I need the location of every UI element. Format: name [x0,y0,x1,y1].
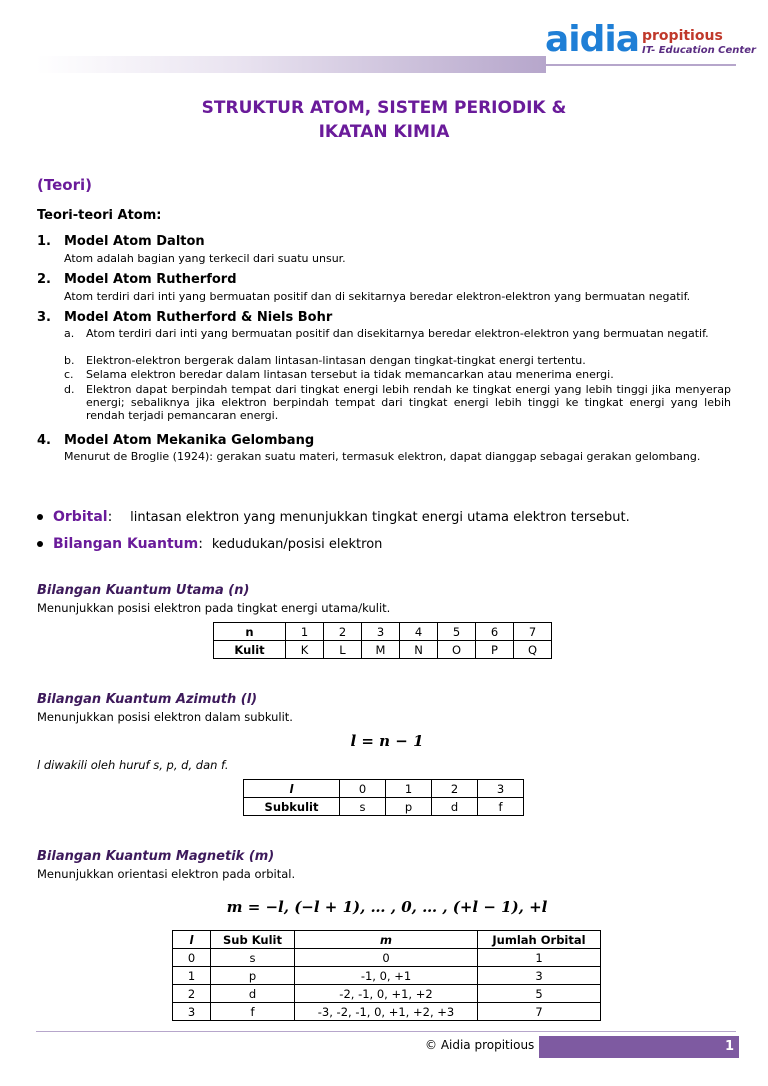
model-3-title: Model Atom Rutherford & Niels Bohr [64,310,333,325]
table-header: Sub Kulit [211,931,295,949]
table-cell: 6 [476,623,514,641]
table-cell: 7 [514,623,552,641]
model-1-title: Model Atom Dalton [64,234,205,249]
model-1-number: 1. [37,234,51,249]
table-cell: Kulit [214,641,286,659]
table-header: Jumlah Orbital [478,931,601,949]
model-2-title: Model Atom Rutherford [64,272,237,287]
table-cell: Subkulit [244,798,340,816]
table-cell: s [340,798,386,816]
model-4-title: Model Atom Mekanika Gelombang [64,433,315,448]
model-4-number: 4. [37,433,51,448]
bk-utama-table [213,622,552,659]
bullet-dot [37,541,43,547]
bk-azimuth-note: l diwakili oleh huruf s, p, d, dan f. [37,758,229,772]
table-cell: 1 [386,780,432,798]
table-cell: l [244,780,340,798]
table-cell: 1 [286,623,324,641]
table-row [173,967,601,985]
table-cell: n [214,623,286,641]
table-row [244,798,524,816]
model-3-item-d: Elektron dapat berpindah tempat dari tingkat energi lebih rendah ke tingkat energi yang lebih tinggi jika menyerap energi; sebaliknya jika elektron berpindah tempat dari tingkat energi lebih tinggi ke tingkat energi yang lebih rendah terjadi pemancaran energi. [86,383,731,422]
table-row [214,623,552,641]
table-cell: 5 [438,623,476,641]
model-3-item-b-letter: b. [64,354,75,367]
bk-magnetik-table [172,930,601,1021]
table-cell: -1, 0, +1 [295,967,478,985]
table-cell: 3 [478,967,601,985]
model-3-item-c: Selama elektron beredar dalam lintasan tersebut ia tidak memancarkan atau menerima energi. [86,368,614,381]
table-cell: -2, -1, 0, +1, +2 [295,985,478,1003]
model-3-number: 3. [37,310,51,325]
table-cell: 0 [295,949,478,967]
teori-atom-heading: Teori-teori Atom: [37,208,162,223]
bullet-orbital-def: lintasan elektron yang menunjukkan tingkat energi utama elektron tersebut. [130,510,630,525]
table-cell: 1 [478,949,601,967]
table-cell: 5 [478,985,601,1003]
table-header: m [295,931,478,949]
bk-azimuth-heading: Bilangan Kuantum Azimuth (l) [37,692,258,707]
table-cell: f [211,1003,295,1021]
table-cell: 7 [478,1003,601,1021]
bullet-bk-term: Bilangan Kuantum [53,536,199,552]
page-title-line1: STRUKTUR ATOM, SISTEM PERIODIK & [201,98,567,118]
model-3-item-c-letter: c. [64,368,74,381]
model-4-desc: Menurut de Broglie (1924): gerakan suatu materi, termasuk elektron, dapat dianggap sebagai gerakan gelombang. [64,450,701,463]
table-cell: 3 [362,623,400,641]
footer-rule [36,1031,736,1032]
bullet-bilangan-kuantum [37,536,382,552]
table-cell: O [438,641,476,659]
table-cell: s [211,949,295,967]
model-2-number: 2. [37,272,51,287]
bk-utama-desc: Menunjukkan posisi elektron pada tingkat energi utama/kulit. [37,601,391,615]
table-row [214,641,552,659]
bullet-orbital [37,509,630,525]
logo-wordmark: aidia [545,19,640,60]
bk-magnetik-heading: Bilangan Kuantum Magnetik (m) [37,849,275,864]
model-1-desc: Atom adalah bagian yang terkecil dari suatu unsur. [64,252,346,265]
bk-azimuth-table [243,779,524,816]
table-cell: M [362,641,400,659]
bullet-bk-def: kedudukan/posisi elektron [211,537,383,552]
table-cell: N [400,641,438,659]
model-2-desc: Atom terdiri dari inti yang bermuatan positif dan di sekitarnya beredar elektron-elektron yang bermuatan negatif. [64,290,691,303]
table-row [173,931,601,949]
page-title-line2: IKATAN KIMIA [318,122,450,142]
table-cell: p [211,967,295,985]
header-rule [546,64,736,66]
table-cell: p [386,798,432,816]
table-cell: 3 [478,780,524,798]
table-cell: L [324,641,362,659]
table-cell: Q [514,641,552,659]
table-cell: d [211,985,295,1003]
table-cell: 0 [340,780,386,798]
bk-magnetik-formula: m = −l, (−l + 1), … , 0, … , (+l − 1), +l [226,898,548,916]
table-cell: P [476,641,514,659]
model-3-item-a: Atom terdiri dari inti yang bermuatan positif dan disekitarnya beredar elektron-elektron yang bermuatan negatif. [86,327,709,340]
table-cell: f [478,798,524,816]
teori-label: (Teori) [37,176,92,194]
bullet-bk-sep: : [198,536,203,552]
table-cell: 2 [432,780,478,798]
table-cell: 3 [173,1003,211,1021]
bullet-orbital-term: Orbital [53,509,108,525]
logo-subtitle: IT- Education Center [642,45,756,56]
bk-azimuth-formula: l = n − 1 [350,732,424,750]
table-cell: 0 [173,949,211,967]
bk-magnetik-desc: Menunjukkan orientasi elektron pada orbital. [37,867,296,881]
header-gradient-bar [36,56,546,73]
page-title [0,96,768,144]
bullet-orbital-sep: : [107,509,113,525]
table-cell: -3, -2, -1, 0, +1, +2, +3 [295,1003,478,1021]
model-3-item-b: Elektron-elektron bergerak dalam lintasan-lintasan dengan tingkat-tingkat energi tertentu. [86,354,586,367]
model-3-item-d-letter: d. [64,383,75,396]
bk-utama-heading: Bilangan Kuantum Utama (n) [37,583,250,598]
bullet-dot [37,514,43,520]
table-row [173,985,601,1003]
table-header: l [173,931,211,949]
footer-copyright: © Aidia propitious [425,1038,535,1052]
table-row [173,1003,601,1021]
model-3-item-a-letter: a. [64,327,75,340]
table-cell: 2 [324,623,362,641]
table-cell: 1 [173,967,211,985]
table-row [173,949,601,967]
logo-name: propitious [642,28,723,44]
table-cell: 4 [400,623,438,641]
bk-azimuth-desc: Menunjukkan posisi elektron dalam subkulit. [37,710,293,724]
page-number: 1 [724,1039,734,1054]
table-row [244,780,524,798]
table-cell: K [286,641,324,659]
table-cell: 2 [173,985,211,1003]
table-cell: d [432,798,478,816]
